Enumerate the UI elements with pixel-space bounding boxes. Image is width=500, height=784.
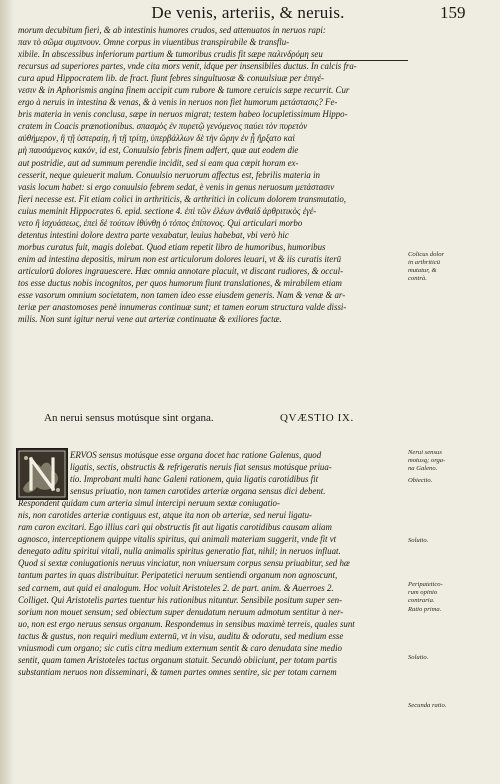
text-line: ligatis, sectis, obstructis & refrigeratis neruis fiat sensus motúsque priua- bbox=[70, 462, 332, 473]
marginal-note-peripateticorum: Peripatetico- rum opinio contraria. bbox=[408, 581, 443, 604]
text-line: agnosco, interceptionem quippe vitalis spiritus, qui animali materiam suggerit, vnde fit vt bbox=[18, 534, 337, 545]
text-line: fieri necesse est. Fit etiam colici in arthriticis, & arthritici in colicum dolorem transmutatio, bbox=[18, 193, 347, 204]
text-line: sed carnem, aut quid ei analogum. Hoc voluit Aristoteles 2. de part. anim. & Auerroes 2. bbox=[18, 582, 334, 593]
text-line: xibile. In abscessibus inferiorum partium & tumoribus crudis fit sæpe παλινδρόμη seu bbox=[18, 49, 323, 60]
text-line: sorium non mouet sensum; sed obiectum super denudatum neruum admotum sentitur à ner- bbox=[18, 606, 344, 617]
marginal-note-solutio-1: Solutio. bbox=[408, 537, 429, 544]
text-line: detentus intestini dolore dextra parte vexabatur, leuius habebat, vbi verò hic bbox=[18, 229, 289, 240]
text-line: vniusmodi cum organo; sic cutis citra medium externum sentit & caro denudata sine medio bbox=[18, 642, 342, 653]
text-line: recursus ad superiores partes, vnde cita mors venit, idque per insensibiles ductus. In calcis fra- bbox=[18, 61, 357, 72]
text-line: sensus priuatio, non tamen carotides arteriæ organa sensus dici debent. bbox=[70, 486, 326, 497]
gutter-shadow bbox=[0, 0, 14, 784]
running-head: De venis, arteriis, & neruis. bbox=[151, 3, 345, 22]
text-line: ergo à neruis in intestina & venas, & à venis in neruos non fiet humorum μετάστασις? Fe- bbox=[18, 97, 338, 108]
text-line: παν τὸ σῶμα συμπνουν. Omne corpus in viuentibus transpirabile & transflu- bbox=[18, 37, 290, 48]
text-line: esse vasorum omnium societatem, non tamen ideo esse eiusdem generis. Nam & venæ & ar- bbox=[18, 290, 346, 301]
marginal-note-obiectio: Obiectio. bbox=[408, 477, 433, 484]
text-line: μὴ παυσάμενος κακόν, id est, Conuulsio febris finem adfert, quæ aut eodem die bbox=[18, 145, 299, 156]
text-line: teriæ per anastomoses penè innumeras continuæ sunt; et tamen eorum structura valde dissi- bbox=[18, 302, 347, 313]
text-line: cesserit, neque quieuerit malum. Conuulsio neruorum affectus est, febrilis materia in bbox=[18, 169, 320, 180]
text-line: substantiam neruos non disseminari, & tamen partes omnes sentire, sic per totam carnem bbox=[18, 666, 337, 677]
text-line: tantum partes in quas distribuitur. Peripatetici neruum sentiendi organum non agnoscunt, bbox=[18, 570, 338, 581]
marginal-note-solutio-2: Solutio. bbox=[408, 654, 429, 661]
text-line: sentit, quam tamen Aristoteles tactus organum statuit. Secundò obiiciunt, per totam partis bbox=[18, 654, 337, 665]
text-line: Respondent quidam cum arteria simul intercipi neruum sextæ coniugatio- bbox=[18, 498, 280, 509]
text-line: milis. Non sunt igitur nerui vene aut arteriæ continuatæ & exiliores factæ. bbox=[18, 314, 282, 325]
question-number: QVÆSTIO IX. bbox=[280, 412, 354, 424]
body-text-bottom bbox=[18, 449, 402, 678]
text-line: ERVOS sensus motúsque esse organa docet hac ratione Galenus, quod bbox=[70, 450, 322, 460]
text-line: enim ad intestina depositis, mirum non est articulorum dolores leuari, vt & iis curatis iterū bbox=[18, 253, 342, 264]
page-number: 159 bbox=[440, 3, 466, 22]
section-heading bbox=[18, 412, 402, 428]
text-line: cratem in Coacis prænotionibus. σπασμὸς ἐν πυρετῷ γενόμενος παύει τὸν πυρετὸν bbox=[18, 121, 308, 132]
text-line: nis, non carotides arteriæ contiguus est, atque ita non ob arteriæ, sed nerui ligatu- bbox=[18, 510, 313, 521]
marginal-note-colicum: Colicus dolor in arthriticū mutatur, & contrà. bbox=[408, 251, 445, 282]
text-line: morbus curatus fuit, magis dolebat. Quod etiam repetit libro de humoribus, humoribus bbox=[18, 241, 326, 252]
body-text-top bbox=[18, 24, 402, 325]
text-line: cuius meminit Hippocrates 6. epid. sectione 4. ἐπὶ τῶν ἐλέων ἀνθαἰδ ἀρθριτικὸς ἐγέ- bbox=[18, 205, 317, 216]
marginal-note-ratio-prima: Ratio prima. bbox=[408, 606, 442, 613]
text-line: articulorū dolores ingrauescere. Hæc omnia annotare placuit, vt discant rudiores, & occul- bbox=[18, 265, 344, 276]
text-line: αὐθήμερον, ἢ τῇ ὑστεραίῃ, ἢ τῇ τρίτῃ, ὑπερβάλλων δὲ τὴν ὥρην ἐν ᾗ ἤρξατο καὶ bbox=[18, 133, 296, 144]
text-line: νεσιν & in Aphorismis angina finem accipit cum rubore & tumore ceruicis sæpe recurrit. Cur bbox=[18, 85, 350, 96]
marginal-note-secunda-ratio: Secunda ratio. bbox=[408, 702, 447, 709]
text-line: tos esse ductus nobis incognitos, per quos humorum fiunt translationes, & mirabilem etiam bbox=[18, 277, 342, 288]
text-line: νετο ἢ ἰσχυάσεως, ἐπεὶ δὲ τούτων ἰθύνθῃ ὁ τόπος ἐπίπονος. Qui articulari morbo bbox=[18, 217, 303, 228]
marginal-note-galeno: Nerui sensus motusq; orga- na Galeno. bbox=[408, 449, 446, 472]
text-line: denegato aditu spiritui vitali, nulla animalis spiritus generatio fiat, nihil; in neruos influat. bbox=[18, 546, 341, 557]
text-line: ram caron excitari. Ego illius cari qui obstructis fit aut ligatis carotidibus causam aliam bbox=[18, 522, 332, 533]
text-line: tio. Improbant multi hanc Galeni rationem, quia ligatis carotidibus fit bbox=[70, 474, 319, 485]
text-line: uo, non est ergo neruus sensus organum. Respondemus in sensibus maximè terreis, quales sunt bbox=[18, 618, 355, 629]
page-header bbox=[0, 3, 500, 25]
text-line: morum decubitum fieri, & ab intestinis humores crudos, sed attenuatos in neruos rapi: bbox=[18, 25, 326, 35]
text-line: aut postridie, aut ad summum perendie incidit, sed si eam qua cœpit horam ex- bbox=[18, 157, 299, 168]
text-line: tactus & gustus, non requiri medium externū, vt in visu, auditu & odoratu, sed medium esse bbox=[18, 630, 344, 641]
question-title: An nerui sensus motúsque sint organa. bbox=[44, 412, 214, 424]
text-line: Quod si sextæ coniugationis neruus vinciatur, non vniuersum corpus sensu priuabitur, sed hæ bbox=[18, 558, 350, 569]
text-line: cura apud Hippocratem lib. de fract. fiunt febres singultuosæ & conuulsiuæ per ἐπιγέ- bbox=[18, 73, 324, 84]
text-line: vasis locum habet: si ergo conuulsio febrem sedat, è venis in genus neruosum μετάστασιν bbox=[18, 181, 335, 192]
text-line: Colliget. Qui Aristotelis partes tuentur his rationibus nituntur. Sensibile positum super sen- bbox=[18, 594, 343, 605]
text-line: bris materia in venis conclusa, sæpe in neruos migrat; testem habeo locupletissimum Hippo- bbox=[18, 109, 348, 120]
